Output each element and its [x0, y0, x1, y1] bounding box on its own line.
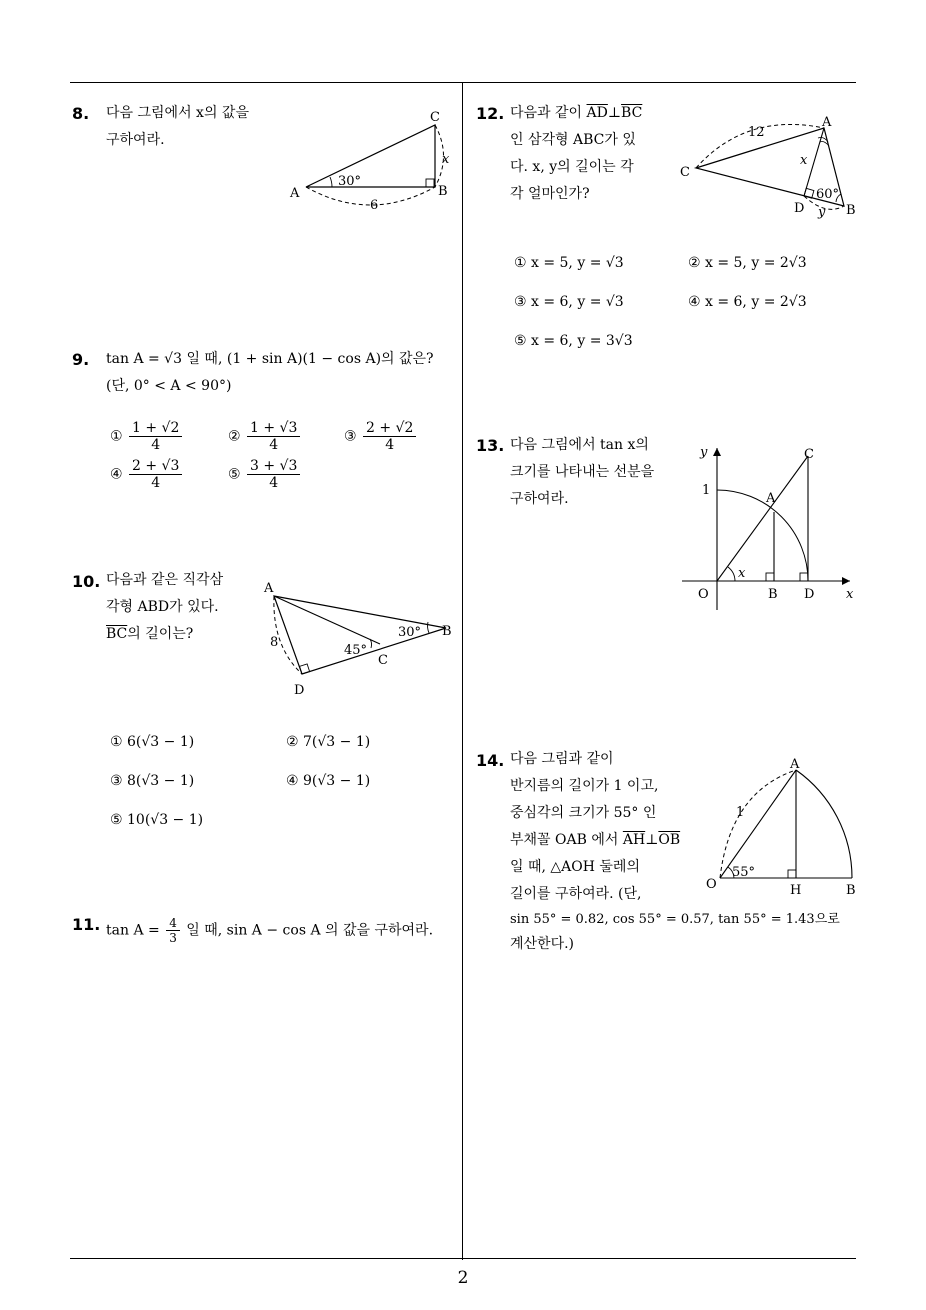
q13-label-o: O [698, 587, 709, 602]
q8-x-label: x [442, 152, 450, 167]
q11-fraction [166, 916, 180, 945]
q9-choice-mark: ③ [344, 428, 357, 445]
q10-segment-bc: $\overline{BC}$ [106, 626, 128, 642]
q12-label-a: A [822, 115, 832, 130]
q9-choice-den: 4 [269, 475, 279, 491]
q14-given-values: sin 55° = 0.82, cos 55° = 0.57, tan 55° = 1.43으로 [510, 912, 840, 927]
q9-line: tan A = √3 일 때, (1 + sin A)(1 − cos A)의 값은? [106, 351, 434, 367]
q13-number: 13. [476, 436, 505, 455]
q10-line: 다음과 같은 직각삼 [106, 572, 224, 588]
q9-choice-fraction [247, 458, 300, 491]
q9-choice-2[interactable] [228, 420, 302, 453]
q14-line: 반지름의 길이가 1 이고, [510, 778, 659, 794]
q12-triangle-figure [676, 112, 866, 222]
q14-label-h: H [790, 883, 802, 898]
q10-number: 10. [72, 572, 101, 591]
q14-sector-figure [700, 756, 870, 896]
q9-choice-den: 4 [269, 437, 279, 453]
q13-angle-label: x [738, 566, 746, 581]
q14-label-a: A [790, 757, 800, 772]
q10-choice-5[interactable]: ⑤ 10(√3 − 1) [110, 812, 204, 828]
q12-line: 각 얼마인가? [510, 186, 590, 202]
q9-choice-num: 2 + √3 [129, 458, 182, 475]
q11-post: 일 때, sin A − cos A 의 값을 구하여라. [186, 922, 434, 939]
q10-label-a: A [264, 581, 274, 596]
q10-side-label: 8 [270, 635, 279, 650]
q12-choice-2[interactable]: ② x = 5, y = 2√3 [688, 255, 807, 271]
q9-choice-fraction [363, 420, 416, 453]
q9-number: 9. [72, 350, 90, 369]
q9-choice-den: 4 [385, 437, 395, 453]
q10-choice-2[interactable]: ② 7(√3 − 1) [286, 734, 371, 750]
q12-label-d: D [794, 201, 805, 216]
q8-line: 구하여라. [106, 132, 165, 148]
q14-line: 길이를 구하여라. (단, [510, 886, 642, 902]
q14-one-label: 1 [736, 805, 745, 820]
q13-label-c: C [804, 447, 814, 462]
q9-text [106, 346, 434, 400]
q9-choice-num: 1 + √3 [247, 420, 300, 437]
q12-perp: ⊥ [607, 105, 622, 121]
q9-choice-1[interactable] [110, 420, 184, 453]
q13-y-axis-label: y [700, 445, 708, 460]
q12-line1-pre: 다음과 같이 [510, 105, 587, 121]
q13-text [510, 432, 654, 513]
q12-line: 다. x, y의 길이는 각 [510, 159, 634, 175]
q9-choice-fraction [129, 458, 182, 491]
page-number: 2 [457, 1268, 469, 1288]
q11-number: 11. [72, 915, 101, 934]
q14-label-b: B [846, 883, 856, 898]
q12-segment-bc: $\overline{BC}$ [621, 105, 643, 121]
q10-angle30-label: 30° [398, 625, 422, 640]
q12-number: 12. [476, 104, 505, 123]
q12-segment-ad: $\overline{AD}$ [586, 105, 608, 121]
q12-choice-5[interactable]: ⑤ x = 6, y = 3√3 [514, 333, 633, 349]
q9-choice-3[interactable] [344, 420, 418, 453]
q12-side-label: 12 [748, 125, 765, 140]
q8-triangle-figure [280, 105, 460, 215]
q13-unit-circle-figure [680, 440, 860, 610]
q14-label-o: O [706, 877, 717, 892]
q10-choice-3[interactable]: ③ 8(√3 − 1) [110, 773, 195, 789]
q13-label-a: A [766, 491, 776, 506]
q14-line: 중심각의 크기가 55° 인 [510, 805, 657, 821]
q9-choice-mark: ① [110, 428, 123, 445]
q14-line: 일 때, △AOH 둘레의 [510, 859, 640, 875]
q11-text [106, 916, 433, 945]
q12-choice-3[interactable]: ③ x = 6, y = √3 [514, 294, 624, 310]
q8-label-a: A [290, 186, 300, 201]
q9-line: (단, 0° < A < 90°) [106, 378, 232, 394]
q13-line: 크기를 나타내는 선분을 [510, 464, 655, 480]
top-rule [70, 82, 856, 83]
q13-x-axis-label: x [846, 587, 854, 602]
q14-given-values-end: 계산한다.) [510, 936, 575, 952]
q13-line: 구하여라. [510, 491, 569, 507]
q12-label-c: C [680, 165, 690, 180]
q8-label-c: C [430, 110, 440, 125]
q9-choice-mark: ④ [110, 466, 123, 483]
column-divider [462, 82, 463, 1260]
q9-choice-4[interactable] [110, 458, 184, 491]
q9-choice-den: 4 [151, 437, 161, 453]
q14-line4-pre: 부채꼴 OAB 에서 [510, 832, 623, 848]
q11-frac-num: 4 [166, 916, 180, 931]
q14-angle-label: 55° [732, 865, 756, 880]
q12-x-label: x [800, 153, 808, 168]
q10-line [106, 621, 223, 648]
q14-text [510, 746, 680, 908]
q9-choice-den: 4 [151, 475, 161, 491]
q8-text [106, 100, 249, 154]
q10-label-c: C [378, 653, 388, 668]
q14-segment-ob: $\overline{OB}$ [658, 832, 681, 848]
q12-line [510, 100, 642, 127]
q10-angle45-label: 45° [344, 643, 368, 658]
q8-number: 8. [72, 104, 90, 123]
q12-y-label: y [818, 205, 826, 220]
q9-choice-num: 2 + √2 [363, 420, 416, 437]
q10-label-d: D [294, 683, 305, 698]
q9-choice-fraction [247, 420, 300, 453]
q8-label-b: B [438, 184, 448, 199]
q11-frac-den: 3 [169, 931, 177, 945]
q12-angle-label: 60° [816, 187, 840, 202]
q14-number: 14. [476, 751, 505, 770]
q12-choice-1[interactable]: ① x = 5, y = √3 [514, 255, 624, 271]
q13-label-d: D [804, 587, 815, 602]
q12-choice-4[interactable]: ④ x = 6, y = 2√3 [688, 294, 807, 310]
q9-choice-num: 1 + √2 [129, 420, 182, 437]
q9-choice-mark: ② [228, 428, 241, 445]
bottom-rule [70, 1258, 856, 1259]
q14-line [510, 827, 680, 854]
q12-line: 인 삼각형 ABC가 있 [510, 132, 636, 148]
q10-triangle-figure [258, 578, 458, 698]
q14-line: 다음 그림과 같이 [510, 751, 614, 767]
q9-choice-mark: ⑤ [228, 466, 241, 483]
q8-angle-label: 30° [338, 174, 362, 189]
q14-perp: ⊥ [645, 832, 659, 848]
q9-choice-num: 3 + √3 [247, 458, 300, 475]
q10-choice-1[interactable]: ① 6(√3 − 1) [110, 734, 195, 750]
q10-label-b: B [442, 624, 452, 639]
q11-pre: tan A = [106, 922, 160, 939]
q10-line: 각형 ABD가 있다. [106, 599, 219, 615]
q10-line-rest: 의 길이는? [127, 626, 194, 642]
q13-one-label: 1 [702, 483, 711, 498]
q13-label-b: B [768, 587, 778, 602]
q10-choice-4[interactable]: ④ 9(√3 − 1) [286, 773, 371, 789]
q9-choice-5[interactable] [228, 458, 302, 491]
q13-line: 다음 그림에서 tan x의 [510, 437, 649, 453]
q9-choice-fraction [129, 420, 182, 453]
q10-text [106, 567, 223, 648]
q12-text [510, 100, 642, 208]
q12-label-b: B [846, 203, 856, 218]
q14-segment-ah: $\overline{AH}$ [622, 832, 646, 848]
q8-line: 다음 그림에서 x의 값을 [106, 105, 249, 121]
q8-side-label: 6 [370, 198, 379, 213]
